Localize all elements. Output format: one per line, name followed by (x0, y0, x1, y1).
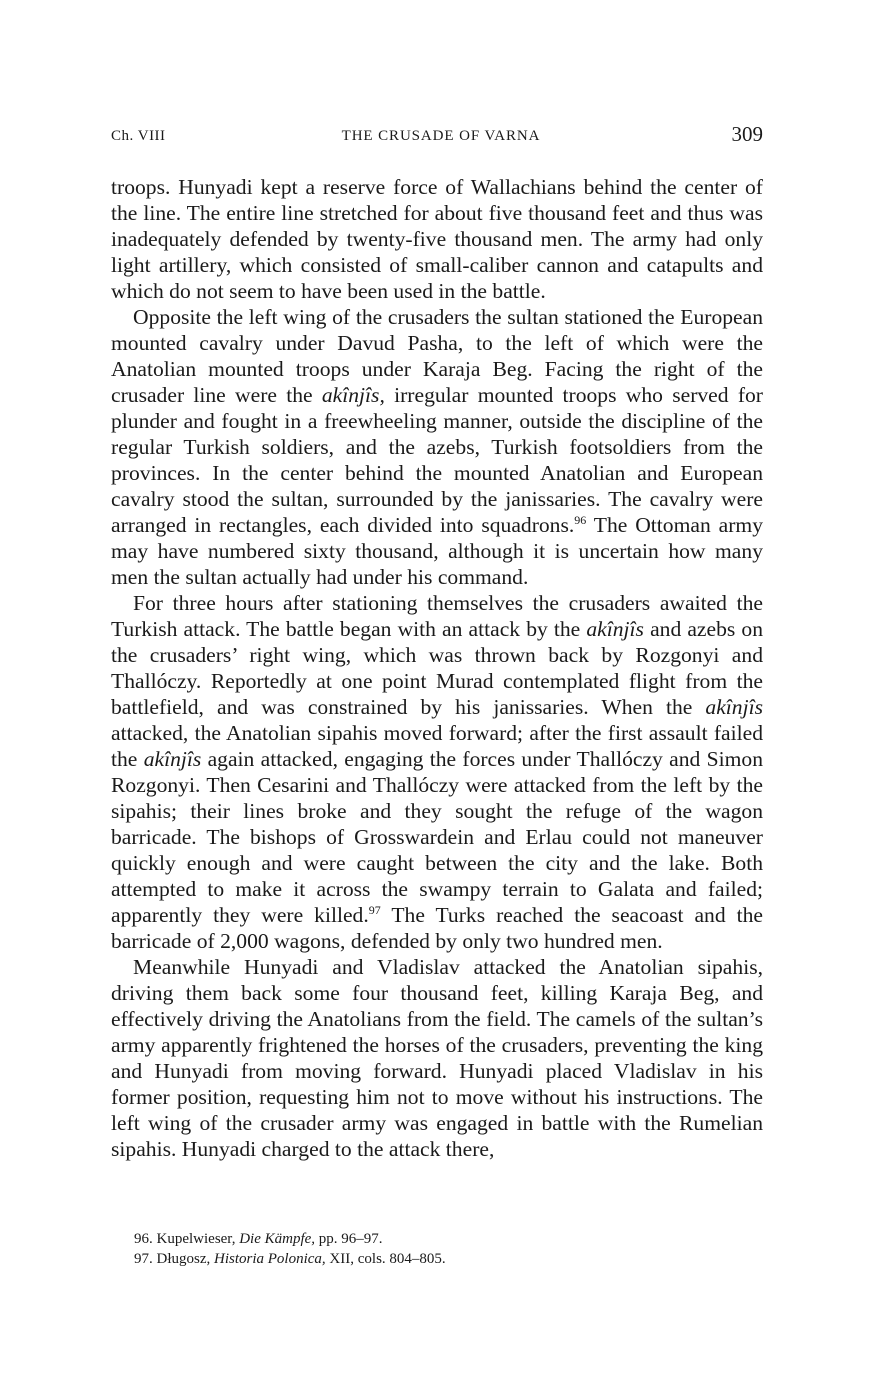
italic-term: akînjîs, (321, 383, 385, 407)
footnote-96 (134, 1229, 754, 1249)
text-run: For three hours after stationing themselves the crusaders awaited the Turkish attack. The battle began with an attack by the (111, 591, 763, 641)
chapter-label: Ch. VIII (111, 128, 166, 144)
footnotes (134, 1229, 754, 1269)
running-head (111, 120, 763, 150)
text-run: Opposite the left wing of the crusaders the sultan stationed the European mounted cavalry under Davud Pasha, to the left of which were the Anatolian mounted troops under Karaja Beg. Facing the right of the crusader line were the (111, 305, 763, 407)
footnote-author: Kupelwieser, (156, 1231, 236, 1247)
paragraph-4 (111, 954, 763, 1162)
footnote-ref-97: 97 (368, 903, 381, 917)
footnote-number: 97. (134, 1251, 153, 1267)
running-title: THE CRUSADE OF VARNA (341, 128, 541, 144)
italic-term: akînjîs (705, 695, 763, 719)
paragraph-1 (111, 174, 763, 304)
footnote-work: Die Kämpfe, (239, 1231, 316, 1247)
footnote-pages: pp. 96–97. (318, 1231, 383, 1247)
footnote-work: Historia Polonica, (214, 1251, 326, 1267)
text-run: The Turks reached the seacoast and the barricade of 2,000 wagons, defended by only two hundred men. (111, 903, 763, 953)
italic-term: akînjîs (586, 617, 644, 641)
footnote-97 (134, 1249, 754, 1269)
text-run: again attacked, engaging the forces under Thallóczy and Simon Rozgonyi. Then Cesarini and Thallóczy were attacked from the left by the sipahis; their lines broke and they sought the refuge of the wagon barricade. The bishops of Grosswardein and Erlau could not maneuver quickly enough and were caught between the city and the lake. Both attempted to make it across the swampy terrain to Galata and failed; apparently they were killed. (111, 747, 763, 927)
paragraph-2 (111, 304, 763, 590)
text-run: The Ottoman army may have numbered sixty thousand, although it is uncertain how many men the sultan actually had under his command. (111, 513, 763, 589)
paragraph-3 (111, 590, 763, 954)
text-run: troops. Hunyadi kept a reserve force of Wallachians behind the center of the line. The entire line stretched for about five thousand feet and thus was inadequately defended by twenty-five thousand men. The army had only light artillery, which consisted of small-caliber cannon and catapults and which do not seem to have been used in the battle. (111, 175, 763, 303)
body-text (111, 174, 763, 1162)
text-run: Meanwhile Hunyadi and Vladislav attacked the Anatolian sipahis, driving them back some four thousand feet, killing Karaja Beg, and effectively driving the Anatolians from the field. The camels of the sultan’s army apparently frightened the horses of the crusaders, preventing the king and Hunyadi from moving forward. Hunyadi placed Vladislav in his former position, requesting him not to move without his instructions. The left wing of the crusader army was engaged in battle with the Rumelian sipahis. Hunyadi charged to the attack there, (111, 955, 763, 1161)
italic-term: akînjîs (143, 747, 202, 771)
footnote-ref-96: 96 (574, 513, 587, 527)
footnote-number: 96. (134, 1231, 153, 1247)
text-run: irregular mounted troops who served for plunder and fought in a freewheeling manner, outside the discipline of the regular Turkish soldiers, and the azebs, Turkish footsoldiers from the provinces. In the center behind the mounted Anatolian and European cavalry stood the sultan, surrounded by the janissaries. The cavalry were arranged in rectangles, each divided into squadrons. (111, 383, 763, 537)
footnote-author: Długosz, (156, 1251, 211, 1267)
text-run: attacked, the Anatolian sipahis moved forward; after the first assault failed the (111, 721, 763, 771)
footnote-pages: XII, cols. 804–805. (329, 1251, 446, 1267)
page-number: 309 (731, 122, 763, 146)
text-run: and azebs on the crusaders’ right wing, which was thrown back by Rozgonyi and Thallóczy. Reportedly at one point Murad contemplated flight from the battlefield, and was constrained by his janissaries. When the (111, 617, 763, 719)
